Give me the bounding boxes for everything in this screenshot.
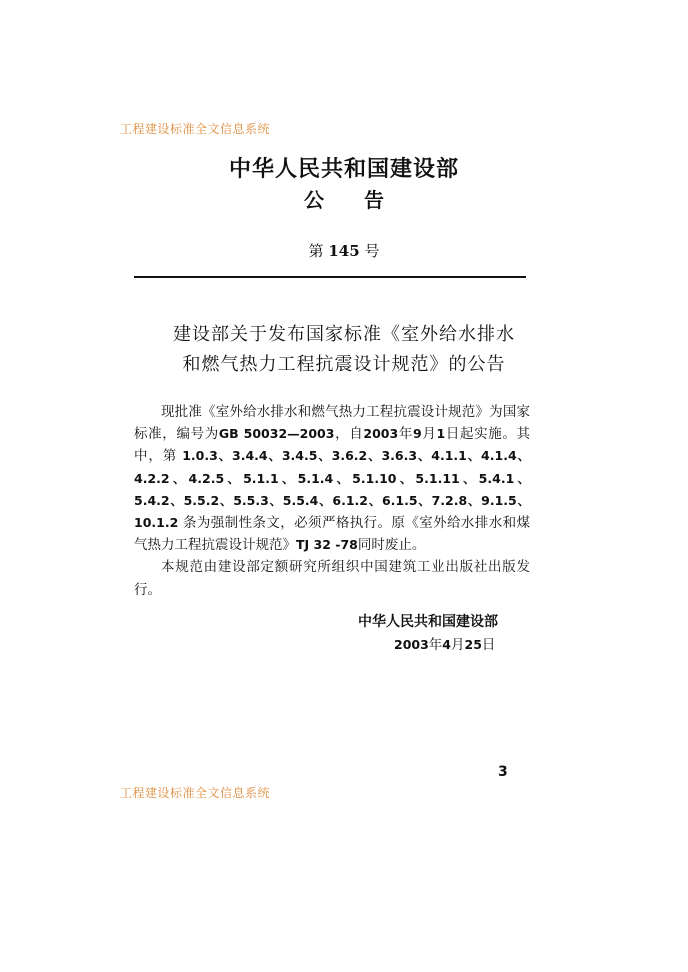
- effective-month: 9: [412, 426, 422, 442]
- old-standard-code: TJ 32 -78: [296, 537, 358, 553]
- sign-d: 日: [481, 637, 496, 653]
- sign-year: 2003: [394, 637, 429, 652]
- announce-char-1: 公: [304, 188, 324, 212]
- effective-day: 1: [436, 426, 446, 442]
- effective-year: 2003: [363, 426, 399, 442]
- ministry-title: 中华人民共和国建设部: [228, 157, 459, 182]
- watermark-top: 工程建设标准全文信息系统: [120, 122, 271, 136]
- document-heading-line-2: 和燃气热力工程抗震设计规范》的公告: [182, 354, 506, 375]
- p1-text-c: 年: [398, 426, 413, 443]
- sign-day: 25: [464, 637, 482, 652]
- watermark-bottom: 工程建设标准全文信息系统: [120, 786, 271, 800]
- body-text: [134, 401, 530, 601]
- document-heading-line-1: 建设部关于发布国家标准《室外给水排水: [173, 324, 515, 345]
- p1-text-a: 现批准《室外给水排水和燃气热力工程抗震设计规范》为国家标准，编号为: [134, 404, 530, 443]
- body-paragraph-2: 本规范由建设部定额研究所组织中国建筑工业出版社出版发行。: [134, 559, 530, 598]
- p1-text-g: 同时废止。: [357, 537, 426, 554]
- sign-y: 年: [428, 637, 443, 653]
- mandatory-clauses: 1.0.3、3.4.4、3.4.5、3.6.2、3.6.3、4.1.1、4.1.4、4.2.2、4.2.5、5.1.1、5.1.4、5.1.10、5.1.11、5.4.1、5.4.2、5.5.2、5.5.3、5.5.4、6.1.2、6.1.5、7.2.8、9.1.5、10.1.2: [134, 448, 530, 531]
- number-prefix: 第: [308, 242, 324, 260]
- announce-char-2: 告: [364, 188, 384, 212]
- signature-organization: 中华人民共和国建设部: [358, 614, 498, 630]
- announcement-number: [0, 240, 688, 261]
- p1-text-b: ，自: [334, 426, 364, 443]
- body-paragraph-1: [134, 401, 530, 556]
- p1-text-d: 月: [421, 426, 437, 443]
- number-value: 145: [328, 242, 360, 260]
- number-suffix: 号: [364, 242, 380, 260]
- p1-text-f: 条为强制性条文，必须严格执行。原《室外给水排水和煤气热力工程抗震设计规范》: [134, 515, 530, 554]
- announcement-title: [0, 184, 688, 213]
- signature-date: [394, 633, 495, 653]
- sign-month: 4: [442, 637, 451, 652]
- page-number: 3: [498, 764, 508, 780]
- sign-m: 月: [451, 637, 465, 653]
- divider-rule: [134, 276, 526, 278]
- standard-code: GB 50032—2003: [218, 426, 335, 442]
- p1-text-e: 日起实施。其中，第: [134, 426, 531, 465]
